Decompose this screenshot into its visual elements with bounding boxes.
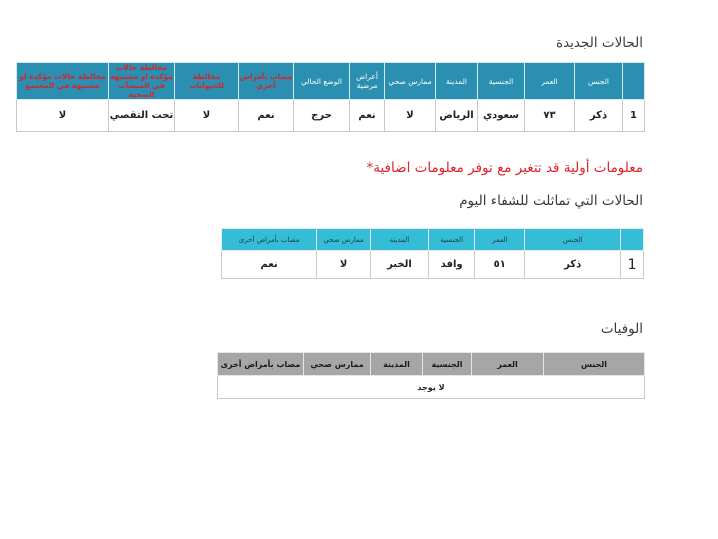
cell-city: الخبر [370,251,428,279]
header-nationality: الجنسية [478,63,525,100]
header-gender: الجنس [544,353,645,376]
header-city: المدينة [370,229,428,251]
header-age: العمر [525,63,575,100]
deaths-title: الوفيات [600,321,643,337]
header-health-practitioner: ممارس صحي [304,353,371,376]
cell-facility-contact: تحت التقصي [109,100,175,132]
header-nationality: الجنسية [428,229,475,251]
deaths-header-row [218,353,645,376]
header-gender: الجنس [575,63,623,100]
empty-row-text: لا يوجد [218,376,645,399]
header-index [621,229,644,251]
cell-gender: ذكر [525,251,621,279]
cell-nationality: وافد [428,251,475,279]
header-city: المدينة [436,63,478,100]
header-symptoms: أعراض مرضية [350,63,385,100]
header-city: المدينة [371,353,423,376]
cell-gender: ذكر [575,100,623,132]
header-age: العمر [475,229,525,251]
header-age: العمر [472,353,544,376]
cell-health-practitioner: لا [385,100,436,132]
cell-age: ٥١ [475,251,525,279]
table-row [222,251,644,279]
cell-current-status: حرج [294,100,350,132]
new-cases-title: الحالات الجديدة [556,35,643,51]
header-index [623,63,645,100]
cell-nationality: سعودي [478,100,525,132]
cell-age: ٧٣ [525,100,575,132]
new-cases-header-row [17,63,645,100]
cell-index: 1 [623,100,645,132]
header-gender: الجنس [525,229,621,251]
header-facility-contact: مخالطة حالات مؤكدة او مشتبهة في المنشآت الصحية [110,63,173,99]
header-health-practitioner: ممارس صحي [317,229,371,251]
recovered-title: الحالات التي تماثلت للشفاء اليوم [459,193,643,209]
recovered-header-row [222,229,644,251]
header-animal-contact: مخالطة للحيوانات [175,63,239,100]
table-row [17,100,645,132]
cell-health-practitioner: لا [317,251,371,279]
header-other-diseases: مصاب بأمراض أخرى [218,353,304,376]
cell-other-diseases: نعم [222,251,317,279]
header-nationality: الجنسية [423,353,472,376]
new-cases-table [16,62,645,132]
cell-animal-contact: لا [175,100,239,132]
recovered-table [221,228,644,279]
cell-index: 1 [621,251,644,279]
header-current-status: الوضع الحالي [294,63,350,100]
deaths-table [217,352,645,399]
header-health-practitioner: ممارس صحي [385,63,436,100]
header-community-contact: مخالطة حالات مؤكدة او مشتبهة في المجتمع [17,63,109,100]
cell-other-diseases: نعم [239,100,294,132]
cell-community-contact: لا [17,100,109,132]
table-row [218,376,645,399]
header-other-diseases: مصاب بأمراض أخرى [239,63,294,100]
preliminary-info-note: معلومات أولية قد تتغير مع توفر معلومات اضافية* [366,160,643,176]
header-other-diseases: مصاب بأمراض أخرى [222,229,317,251]
cell-symptoms: نعم [350,100,385,132]
cell-city: الرياض [436,100,478,132]
